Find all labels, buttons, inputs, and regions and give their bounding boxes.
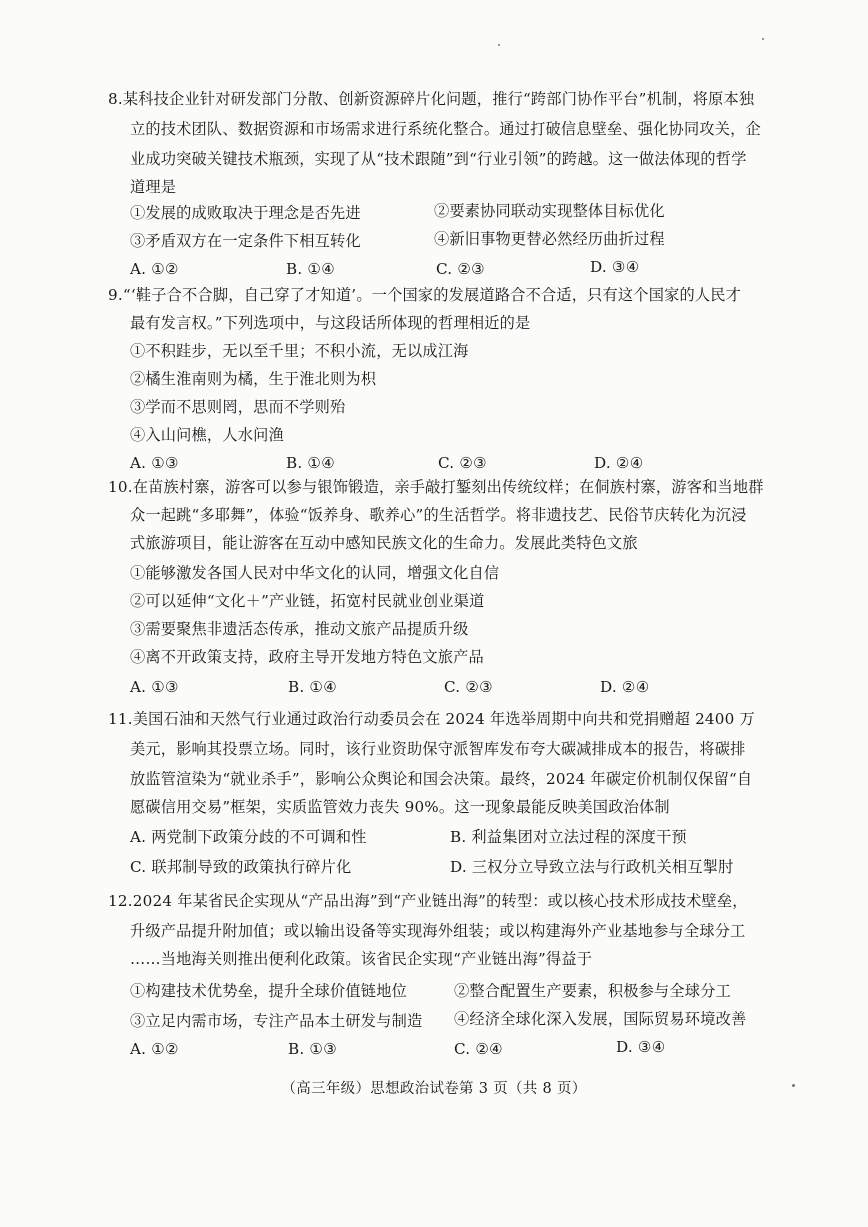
choice-d: D. ②④ [594,454,644,472]
question-stem-line: 业成功突破关键技术瓶颈，实现了从“技术跟随”到“行业引领”的跨越。这一做法体现的哲学 [130,150,747,168]
statement-3: ③需要聚焦非遗活态传承，推动文旅产品提质升级 [130,620,469,638]
question-stem-line: 式旅游项目，能让游客在互动中感知民族文化的生命力。发展此类特色文旅 [130,534,638,552]
scan-speck [762,38,764,40]
question-stem-line: 愿碳信用交易”框架，实质监管效力丧失 90%。这一现象最能反映美国政治体制 [130,798,670,816]
question-stem-line: 立的技术团队、数据资源和市场需求进行系统化整合。通过打破信息壁垒、强化协同攻关，企 [130,120,761,138]
statement-2: ②可以延伸“文化＋”产业链，拓宽村民就业创业渠道 [130,592,485,610]
statement-2: ②要素协同联动实现整体目标优化 [434,202,665,220]
choice-c: C. ②③ [436,260,485,278]
question-stem-line: 12.2024 年某省民企实现从“产品出海”到“产业链出海”的转型：或以核心技术形成技术壁垒， [108,892,748,910]
statement-2: ②橘生淮南则为橘，生于淮北则为枳 [130,370,377,388]
choice-b: B. ①④ [288,678,338,696]
choice-a: A. ①③ [130,678,179,696]
question-stem-line: 11.美国石油和天然气行业通过政治行动委员会在 2024 年选举周期中向共和党捐赠超 2400 万 [108,710,755,728]
choice-d: D. 三权分立导致立法与行政机关相互掣肘 [450,858,734,876]
choice-c: C. ②③ [438,454,487,472]
choice-c: C. 联邦制导致的政策执行碎片化 [130,858,352,876]
statement-2: ②整合配置生产要素，积极参与全球分工 [454,982,731,1000]
choice-a: A. 两党制下政策分歧的不可调和性 [130,828,367,846]
question-stem-line: 10.在苗族村寨，游客可以参与银饰锻造，亲手敲打錾刻出传统纹样；在侗族村寨，游客和当地群 [108,478,764,496]
statement-3: ③立足内需市场，专注产品本土研发与制造 [130,1012,423,1030]
question-stem-line: 道理是 [130,178,177,196]
choice-c: C. ②③ [444,678,493,696]
statement-1: ①发展的成败取决于理念是否先进 [130,204,361,222]
choice-d: D. ②④ [600,678,650,696]
question-stem-line: 众一起跳“多耶舞”，体验“饭养身、歌养心”的生活哲学。将非遗技艺、民俗节庆转化为沉浸 [130,506,747,524]
question-stem-line: 放监管渲染为“就业杀手”，影响公众舆论和国会决策。最终，2024 年碳定价机制仅保留“自 [130,770,753,788]
question-stem-line: 最有发言权。”下列选项中，与这段话所体现的哲理相近的是 [130,314,531,332]
question-stem-line: ……当地海关则推出便利化政策。该省民企实现“产业链出海”得益于 [130,950,593,968]
statement-3: ③矛盾双方在一定条件下相互转化 [130,232,361,250]
choice-b: B. ①③ [288,1040,338,1058]
question-stem-line: 美元，影响其投票立场。同时，该行业资助保守派智库发布夸大碳减排成本的报告，将碳排 [130,740,746,758]
statement-1: ①能够激发各国人民对中华文化的认同，增强文化自信 [130,564,500,582]
choice-b: B. ①④ [286,260,336,278]
choice-d: D. ③④ [616,1038,666,1056]
question-stem-line: 升级产品提升附加值；或以输出设备等实现海外组装；或以构建海外产业基地参与全球分工 [130,922,746,940]
choice-b: B. 利益集团对立法过程的深度干预 [450,828,687,846]
statement-1: ①不积跬步，无以至千里；不积小流，无以成江海 [130,342,469,360]
choice-d: D. ③④ [590,258,640,276]
choice-a: A. ①② [130,260,179,278]
choice-b: B. ①④ [286,454,336,472]
statement-4: ④经济全球化深入发展，国际贸易环境改善 [454,1010,747,1028]
statement-3: ③学而不思则罔，思而不学则殆 [130,398,346,416]
choice-a: A. ①③ [130,454,179,472]
statement-4: ④新旧事物更替必然经历曲折过程 [434,230,665,248]
statement-4: ④入山问樵，人水问渔 [130,426,284,444]
scan-speck [792,1084,795,1087]
choice-c: C. ②④ [454,1040,503,1058]
scan-speck [498,44,500,46]
statement-4: ④离不开政策支持，政府主导开发地方特色文旅产品 [130,648,484,666]
statement-1: ①构建技术优势垒，提升全球价值链地位 [130,982,407,1000]
question-stem-line: 8.某科技企业针对研发部门分散、创新资源碎片化问题，推行“跨部门协作平台”机制，将原本独 [108,90,755,108]
question-stem-line: 9.“‘鞋子合不合脚，自己穿了才知道’。一个国家的发展道路合不合适，只有这个国家的人民才 [108,286,742,304]
choice-a: A. ①② [130,1040,179,1058]
page-footer: （高三年级）思想政治试卷第 3 页（共 8 页） [281,1081,587,1097]
